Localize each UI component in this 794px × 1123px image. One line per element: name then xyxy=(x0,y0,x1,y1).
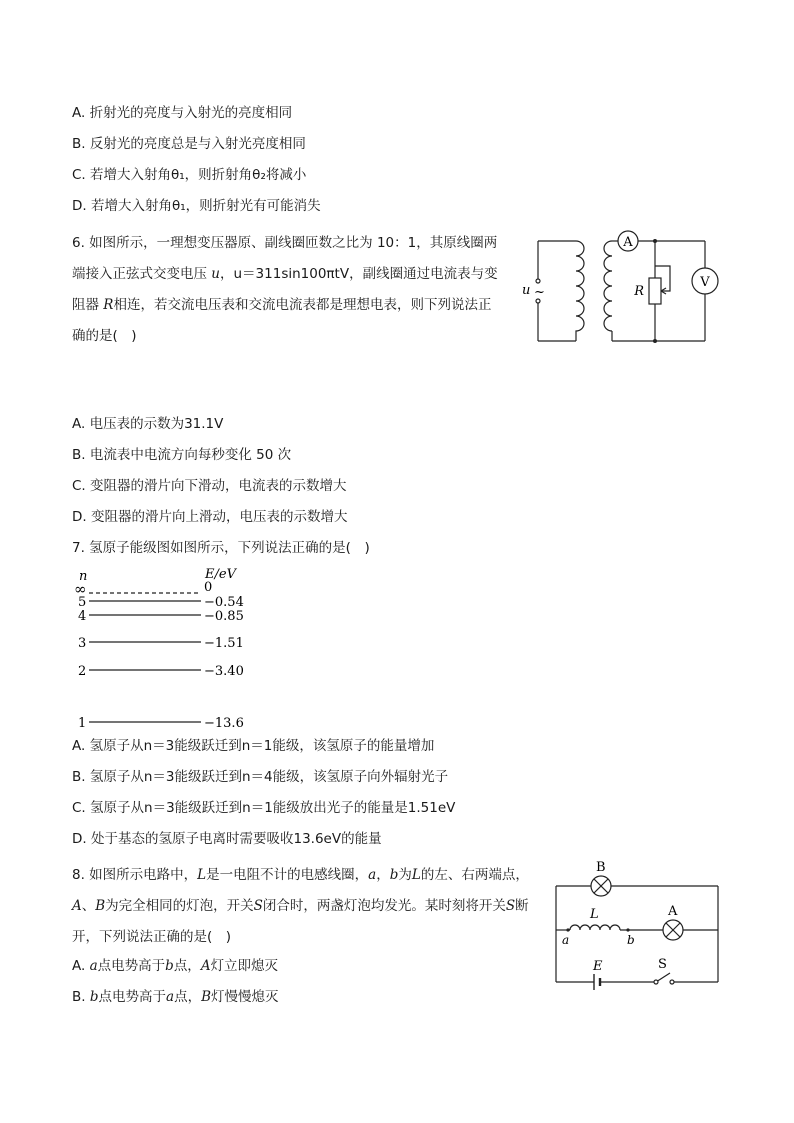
q8-stem-part: 为完全相同的灯泡，开关 xyxy=(105,898,254,914)
energy-level-n-label: 5 xyxy=(78,595,87,610)
q8-stem-part: 是一电阻不计的电感线圈， xyxy=(206,867,369,883)
energy-level-n-label: ∞ xyxy=(74,580,87,598)
lamp-b-label: B xyxy=(596,860,606,875)
inductor-label: L xyxy=(590,907,599,922)
voltmeter-label: V xyxy=(700,275,710,290)
point-a-label: a xyxy=(562,933,570,947)
energy-level-n-label: 1 xyxy=(78,716,87,731)
ac-symbol: ~ xyxy=(534,285,545,300)
q8-stem-part: 为 xyxy=(398,867,412,883)
q8-stem-part: 的左、右两端点， xyxy=(420,867,529,883)
q8-var: a xyxy=(368,867,377,883)
q6-stem-part: 6. 如图所示，一理想变压器原、副线圈匝数之比为 10：1，其原线圈两端接入正弦式交变电压 xyxy=(72,235,498,282)
energy-level-e-label: −13.6 xyxy=(204,716,244,731)
q7-option-c: C. 氢原子从n＝3能级跃迁到n＝1能级放出光子的能量是1.51eV xyxy=(72,800,456,816)
q5-option-b: B. 反射光的亮度总是与入射光亮度相同 xyxy=(72,136,306,152)
energy-level-e-label: −0.54 xyxy=(204,595,244,610)
q6-option-b: B. 电流表中电流方向每秒变化 50 次 xyxy=(72,447,292,463)
inductor-circuit-figure xyxy=(548,858,728,990)
q6-var-r: R xyxy=(103,297,114,313)
energy-axis-label: E/eV xyxy=(205,567,236,582)
q7-stem: 7. 氢原子能级图如图所示，下列说法正确的是( ) xyxy=(72,540,370,556)
point-b-label: b xyxy=(627,933,635,947)
energy-level-e-label: −0.85 xyxy=(204,609,244,624)
q8-var: L xyxy=(197,867,207,883)
transformer-circuit-figure xyxy=(510,226,730,351)
lamp-b-icon xyxy=(591,876,611,896)
resistor-label: R xyxy=(634,284,644,299)
switch-label: S xyxy=(658,957,667,972)
lamp-a-label: A xyxy=(668,904,678,919)
energy-level-e-label: 0 xyxy=(204,580,213,595)
q8-option-b: B. b点电势高于a点，B灯慢慢熄灭 xyxy=(72,989,279,1005)
q6-stem xyxy=(72,228,502,352)
q8-stem xyxy=(72,860,550,953)
energy-level-diagram xyxy=(70,563,290,733)
q8-var: S xyxy=(253,898,263,914)
n-axis-label: n xyxy=(79,569,88,584)
q8-var: L xyxy=(411,867,421,883)
energy-level-e-label: −1.51 xyxy=(204,636,244,651)
q5-option-c: C. 若增大入射角θ₁，则折射角θ₂将减小 xyxy=(72,167,307,183)
q8-var: B xyxy=(95,898,106,914)
q6-option-c: C. 变阻器的滑片向下滑动，电流表的示数增大 xyxy=(72,478,347,494)
q6-stem-part: ，u＝311sin100πtV，副线圈通过电流表与变阻器 xyxy=(72,266,498,313)
lamp-a-icon xyxy=(663,920,683,940)
q6-option-d: D. 变阻器的滑片向上滑动，电压表的示数增大 xyxy=(72,509,348,525)
battery-label: E xyxy=(593,959,603,974)
energy-level-n-label: 4 xyxy=(78,609,87,624)
switch-icon xyxy=(654,980,658,984)
energy-level-e-label: −3.40 xyxy=(204,664,244,679)
q7-option-d: D. 处于基态的氢原子电离时需要吸收13.6eV的能量 xyxy=(72,831,382,847)
energy-level-n-label: 3 xyxy=(78,636,87,651)
energy-level-n-label: 2 xyxy=(78,664,87,679)
q8-stem-part: 闭合时，两盏灯泡均发光。某时刻将开关 xyxy=(262,898,506,914)
q8-stem-part: 断开，下列说法正确的是( ) xyxy=(72,898,529,945)
q6-var-u: u xyxy=(211,266,220,282)
voltage-label-u: u xyxy=(522,283,531,298)
ammeter-label: A xyxy=(623,235,633,250)
q6-option-a: A. 电压表的示数为31.1V xyxy=(72,416,224,432)
q8-var: b xyxy=(389,867,399,883)
q7-option-a: A. 氢原子从n＝3能级跃迁到n＝1能级，该氢原子的能量增加 xyxy=(72,738,435,754)
q8-stem-part: 、 xyxy=(81,898,96,914)
q5-option-d: D. 若增大入射角θ₁，则折射光有可能消失 xyxy=(72,198,321,214)
q8-option-a: A. a点电势高于b点，A灯立即熄灭 xyxy=(72,958,279,974)
q8-stem-part: 8. 如图所示电路中， xyxy=(72,867,198,883)
q7-option-b: B. 氢原子从n＝3能级跃迁到n＝4能级，该氢原子向外辐射光子 xyxy=(72,769,449,785)
q6-stem-part: 相连，若交流电压表和交流电流表都是理想电表，则下列说法正确的是( ) xyxy=(72,297,492,344)
q5-option-a: A. 折射光的亮度与入射光的亮度相同 xyxy=(72,105,293,121)
battery-icon xyxy=(594,974,600,990)
q8-var: A xyxy=(72,898,82,914)
q8-stem-part: ， xyxy=(376,867,390,883)
q8-var: S xyxy=(505,898,516,914)
